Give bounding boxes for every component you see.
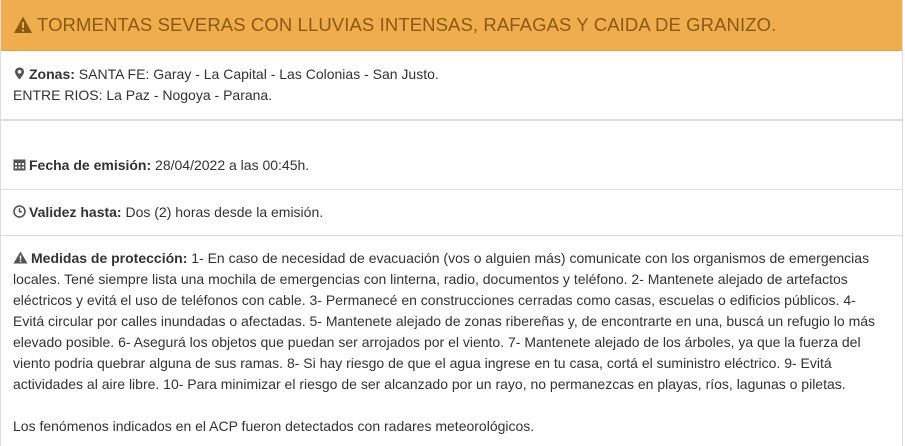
zonas-label: Zonas: [29,66,75,82]
medidas-section [1,236,902,437]
medidas-label: Medidas de protección: [31,250,188,266]
calendar-icon [13,158,26,171]
medidas-note: Los fenómenos indicados en el ACP fueron detectados con radares meteorológicos. [13,418,535,434]
medidas-text: 1- En caso de necesidad de evacuación (vos o alguien más) comunicate con los organismos de emergencias locales. Tené siempre lista una mochila de emergencias con linterna, radio, documentos y teléfono. 2- Mantenete alejado de artefactos eléctricos y evitá el uso de teléfonos con cable. 3- Permanecé en construcciones cerradas como casas, escuelas o edificios públicos. 4- Evitá circular por calles inundadas o afectadas. 5- Mantenete alejado de zonas ribereñas y, de encontrarte en una, buscá un refugio lo más elevado posible. 6- Asegurá los objetos que puedan ser arrojados por el viento. 7- Mantenete alejado de los árboles, ya que la fuerza del viento podria quebrar alguna de sus ramas. 8- Si hay riesgo de que el agua ingrese en tu casa, cortá el suministro eléctrico. 9- Evitá actividades al aire libre. 10- Para minimizar el riesgo de ser alcanzado por un rayo, no permanezcas en playas, ríos, lagunas o piletas. [13,250,876,392]
zonas-line1: SANTA FE: Garay - La Capital - Las Colonias - San Justo. [78,66,439,82]
fecha-value: 28/04/2022 a las 00:45h. [155,157,310,173]
validez-value: Dos (2) horas desde la emisión. [125,204,324,220]
fecha-section [1,121,902,190]
warning-icon [13,251,28,264]
validez-label: Validez hasta: [29,204,122,220]
validez-section [1,190,902,236]
alert-header [1,0,902,51]
alert-title: TORMENTAS SEVERAS CON LLUVIAS INTENSAS, RAFAGAS Y CAIDA DE GRANIZO. [37,14,777,35]
zonas-section [1,51,902,121]
zonas-line2: ENTRE RIOS: La Paz - Nogoya - Parana. [13,87,273,103]
warning-icon [13,15,33,35]
clock-icon [13,205,26,218]
fecha-label: Fecha de emisión: [29,157,152,173]
map-marker-icon [13,67,26,80]
